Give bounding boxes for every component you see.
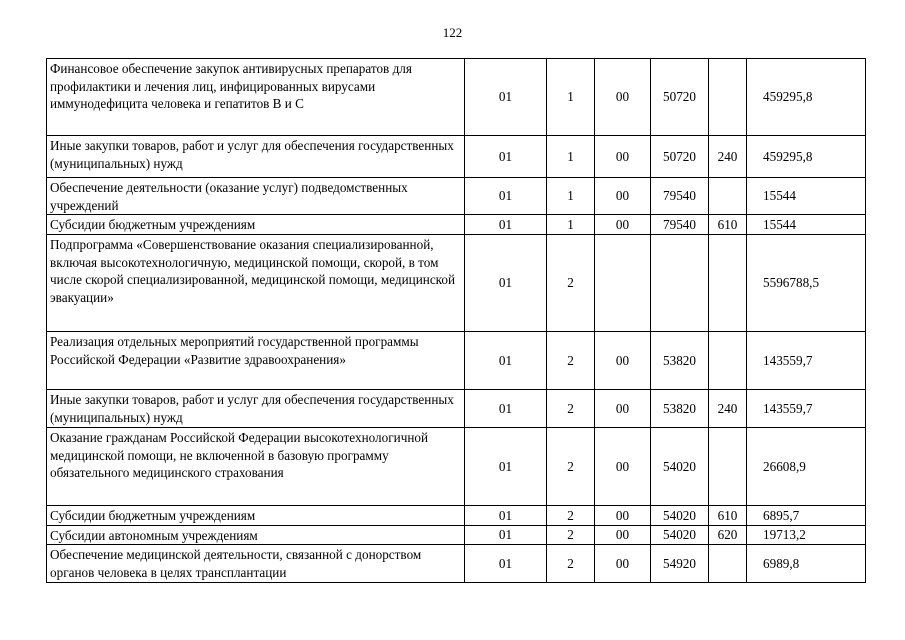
cell-activity-code: 00	[595, 332, 651, 390]
cell-direction-code: 54020	[651, 506, 709, 526]
cell-program-code: 01	[465, 545, 547, 583]
table-row	[47, 136, 866, 178]
cell-direction-code: 50720	[651, 136, 709, 178]
cell-subprogram-code: 2	[547, 390, 595, 428]
cell-subprogram-code: 1	[547, 59, 595, 136]
cell-subprogram-code: 1	[547, 136, 595, 178]
cell-program-code: 01	[465, 506, 547, 526]
cell-expense-type-code: 620	[709, 525, 747, 545]
cell-direction-code	[651, 235, 709, 332]
cell-direction-code: 79540	[651, 178, 709, 215]
cell-expense-type-code	[709, 235, 747, 332]
cell-activity-code: 00	[595, 178, 651, 215]
cell-subprogram-code: 2	[547, 506, 595, 526]
cell-direction-code: 54020	[651, 525, 709, 545]
cell-expense-type-code	[709, 59, 747, 136]
cell-expense-type-code: 610	[709, 506, 747, 526]
cell-item-name: Субсидии бюджетным учреждениям	[47, 506, 465, 526]
cell-amount: 6989,8	[747, 545, 866, 583]
cell-activity-code: 00	[595, 525, 651, 545]
table-row	[47, 215, 866, 235]
page-number: 122	[442, 25, 463, 40]
cell-program-code: 01	[465, 59, 547, 136]
table-row	[47, 428, 866, 506]
cell-item-name: Обеспечение медицинской деятельности, связанной с донорством органов человека в целях трансплантации	[47, 545, 465, 583]
cell-amount: 15544	[747, 178, 866, 215]
cell-expense-type-code	[709, 545, 747, 583]
cell-expense-type-code: 240	[709, 390, 747, 428]
cell-item-name: Финансовое обеспечение закупок антивирусных препаратов для профилактики и лечения лиц, инфицированных вирусами иммунодефицита человека и гепатитов B и C	[47, 59, 465, 136]
cell-item-name: Оказание гражданам Российской Федерации высокотехнологичной медицинской помощи, не включенной в базовую программу обязательного медицинского страхования	[47, 428, 465, 506]
cell-direction-code: 54920	[651, 545, 709, 583]
cell-activity-code: 00	[595, 506, 651, 526]
cell-amount: 19713,2	[747, 525, 866, 545]
cell-activity-code: 00	[595, 428, 651, 506]
cell-item-name: Иные закупки товаров, работ и услуг для обеспечения государственных (муниципальных) нужд	[47, 136, 465, 178]
cell-amount: 5596788,5	[747, 235, 866, 332]
table-body	[47, 59, 866, 583]
cell-program-code: 01	[465, 136, 547, 178]
cell-amount: 6895,7	[747, 506, 866, 526]
cell-item-name: Реализация отдельных мероприятий государственной программы Российской Федерации «Развитие здравоохранения»	[47, 332, 465, 390]
table-row	[47, 178, 866, 215]
cell-program-code: 01	[465, 235, 547, 332]
cell-amount: 459295,8	[747, 136, 866, 178]
table-row	[47, 390, 866, 428]
cell-program-code: 01	[465, 525, 547, 545]
cell-expense-type-code: 610	[709, 215, 747, 235]
cell-subprogram-code: 2	[547, 545, 595, 583]
cell-subprogram-code: 2	[547, 525, 595, 545]
cell-item-name: Обеспечение деятельности (оказание услуг) подведомственных учреждений	[47, 178, 465, 215]
cell-amount: 26608,9	[747, 428, 866, 506]
cell-amount: 143559,7	[747, 390, 866, 428]
cell-direction-code: 54020	[651, 428, 709, 506]
cell-item-name: Субсидии бюджетным учреждениям	[47, 215, 465, 235]
cell-item-name: Иные закупки товаров, работ и услуг для обеспечения государственных (муниципальных) нужд	[47, 390, 465, 428]
cell-direction-code: 53820	[651, 332, 709, 390]
cell-program-code: 01	[465, 178, 547, 215]
cell-program-code: 01	[465, 390, 547, 428]
cell-item-name: Субсидии автономным учреждениям	[47, 525, 465, 545]
cell-direction-code: 79540	[651, 215, 709, 235]
cell-expense-type-code	[709, 332, 747, 390]
cell-amount: 143559,7	[747, 332, 866, 390]
cell-activity-code: 00	[595, 215, 651, 235]
table-row	[47, 59, 866, 136]
cell-amount: 459295,8	[747, 59, 866, 136]
cell-direction-code: 50720	[651, 59, 709, 136]
cell-subprogram-code: 2	[547, 235, 595, 332]
cell-activity-code: 00	[595, 545, 651, 583]
table-row	[47, 235, 866, 332]
cell-expense-type-code: 240	[709, 136, 747, 178]
table-row	[47, 332, 866, 390]
cell-activity-code: 00	[595, 59, 651, 136]
table-row	[47, 545, 866, 583]
cell-expense-type-code	[709, 428, 747, 506]
cell-subprogram-code: 2	[547, 428, 595, 506]
cell-subprogram-code: 2	[547, 332, 595, 390]
cell-amount: 15544	[747, 215, 866, 235]
cell-subprogram-code: 1	[547, 215, 595, 235]
cell-program-code: 01	[465, 332, 547, 390]
cell-program-code: 01	[465, 428, 547, 506]
cell-program-code: 01	[465, 215, 547, 235]
cell-expense-type-code	[709, 178, 747, 215]
cell-item-name: Подпрограмма «Совершенствование оказания специализированной, включая высокотехнологичную, медицинской помощи, скорой, в том числе скорой специализированной, медицинской помощи, медицинской эвакуации»	[47, 235, 465, 332]
table-row	[47, 506, 866, 526]
cell-direction-code: 53820	[651, 390, 709, 428]
table-row	[47, 525, 866, 545]
cell-activity-code: 00	[595, 136, 651, 178]
budget-table	[46, 58, 866, 583]
cell-subprogram-code: 1	[547, 178, 595, 215]
cell-activity-code	[595, 235, 651, 332]
cell-activity-code: 00	[595, 390, 651, 428]
